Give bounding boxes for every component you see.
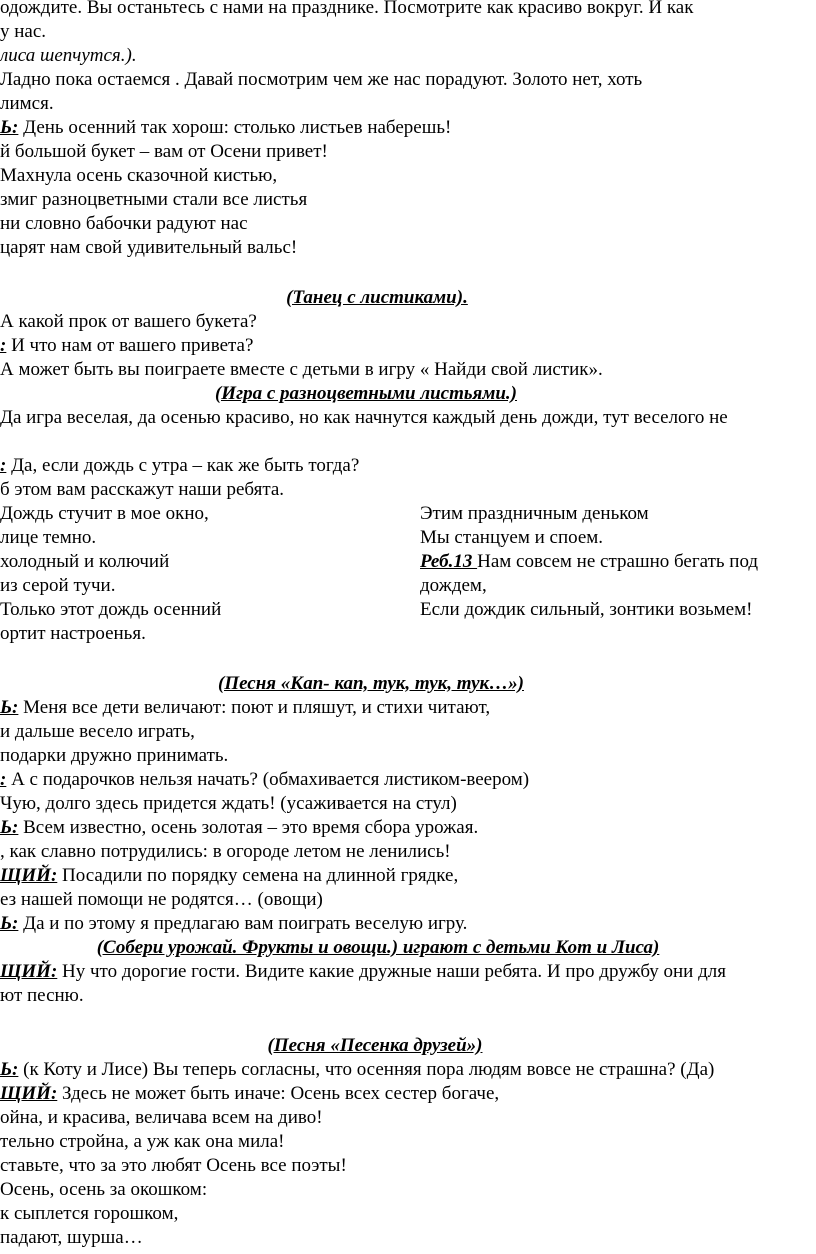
text-line: падают, шурша… xyxy=(0,1227,143,1248)
text-line: у нас. xyxy=(0,21,47,42)
text-line: лимся. xyxy=(0,93,54,114)
text-line: подарки дружно принимать. xyxy=(0,745,229,766)
text-line: ЩИЙ: Ну что дорогие гости. Видите какие дружные наши ребята. И про дружбу они для xyxy=(0,961,726,982)
poem-line: Мы станцуем и споем. xyxy=(420,527,604,548)
stage-direction: лиса шепчутся.). xyxy=(0,45,137,66)
text-line: ни словно бабочки радуют нас xyxy=(0,213,248,234)
speaker-label: : xyxy=(0,455,7,476)
text-line: Чую, долго здесь придется ждать! (усаживается на стул) xyxy=(0,793,457,814)
section-heading: (Песня «Песенка друзей») xyxy=(267,1035,483,1056)
poem-line: ортит настроенья. xyxy=(0,623,146,644)
poem-line: дождем, xyxy=(420,575,487,596)
speaker-label: Ь: xyxy=(0,913,19,934)
text-line: : А с подарочков нельзя начать? (обмахивается листиком-веером) xyxy=(0,769,530,790)
text-line: ЩИЙ: Здесь не может быть иначе: Осень всех сестер богаче, xyxy=(0,1083,500,1104)
text-line: царят нам свой удивительный вальс! xyxy=(0,237,298,258)
text-line: к сыплется горошком, xyxy=(0,1203,179,1224)
text-line: ют песню. xyxy=(0,985,84,1006)
text-line: , как славно потрудились: в огороде летом не ленились! xyxy=(0,841,451,862)
text-line: б этом вам расскажут наши ребята. xyxy=(0,479,285,500)
speaker-label: Реб.13 xyxy=(420,551,478,572)
speaker-label: : xyxy=(0,335,7,356)
section-heading: (Собери урожай. Фрукты и овощи.) играют с детьми Кот и Лиса) xyxy=(96,937,660,958)
speaker-label: Ь: xyxy=(0,1059,19,1080)
text-line: Да игра веселая, да осенью красиво, но как начнутся каждый день дожди, тут веселого не xyxy=(0,407,728,428)
text-line: Ь: (к Коту и Лисе) Вы теперь согласны, что осенняя пора людям вовсе не страшна? (Да) xyxy=(0,1059,715,1080)
text-line: А может быть вы поиграете вместе с детьми в игру « Найди свой листик». xyxy=(0,359,603,380)
speaker-label: ЩИЙ: xyxy=(0,865,58,886)
text-line: Ь: День осенний так хорош: столько листьев наберешь! xyxy=(0,117,452,138)
speaker-label: Ь: xyxy=(0,117,19,138)
text-line: Ь: Всем известно, осень золотая – это время сбора урожая. xyxy=(0,817,479,838)
section-heading: (Танец с листиками). xyxy=(286,287,468,308)
speaker-label: : xyxy=(0,769,7,790)
poem-line: из серой тучи. xyxy=(0,575,116,596)
poem-line: холодный и колючий xyxy=(0,551,170,572)
poem-line: Если дождик сильный, зонтики возьмем! xyxy=(420,599,753,620)
text-line: А какой прок от вашего букета? xyxy=(0,311,257,332)
speaker-label: ЩИЙ: xyxy=(0,1083,58,1104)
speaker-label: ЩИЙ: xyxy=(0,961,58,982)
text-line: Осень, осень за окошком: xyxy=(0,1179,208,1200)
text-line: Ь: Меня все дети величают: поют и пляшут, и стихи читают, xyxy=(0,697,491,718)
poem-line: Этим праздничным деньком xyxy=(420,503,649,524)
text-line: Ладно пока остаемся . Давай посмотрим чем же нас порадуют. Золото нет, хоть xyxy=(0,69,643,90)
text-line: : И что нам от вашего привета? xyxy=(0,335,254,356)
text-line: : Да, если дождь с утра – как же быть тогда? xyxy=(0,455,360,476)
poem-line: Реб.13 Нам совсем не страшно бегать под xyxy=(420,551,759,572)
poem-line: Только этот дождь осенний xyxy=(0,599,222,620)
text-line: й большой букет – вам от Осени привет! xyxy=(0,141,328,162)
text-line: Ь: Да и по этому я предлагаю вам поиграть веселую игру. xyxy=(0,913,468,934)
text-line: Махнула осень сказочной кистью, xyxy=(0,165,278,186)
text-line: ставьте, что за это любят Осень все поэты! xyxy=(0,1155,347,1176)
text-line: змиг разноцветными стали все листья xyxy=(0,189,308,210)
poem-line: Дождь стучит в мое окно, xyxy=(0,503,209,524)
section-heading: (Песня «Кап- кап, тук, тук, тук…») xyxy=(218,673,524,694)
poem-line: лице темно. xyxy=(0,527,97,548)
text-line: ЩИЙ: Посадили по порядку семена на длинной грядке, xyxy=(0,865,459,886)
speaker-label: Ь: xyxy=(0,697,19,718)
text-line: одождите. Вы останьтесь с нами на празднике. Посмотрите как красиво вокруг. И как xyxy=(0,0,694,18)
section-heading: (Игра с разноцветными листьями.) xyxy=(214,383,518,404)
text-line: тельно стройна, а уж как она мила! xyxy=(0,1131,285,1152)
text-line: ойна, и красива, величава всем на диво! xyxy=(0,1107,323,1128)
text-line: ез нашей помощи не родятся… (овощи) xyxy=(0,889,323,910)
text-line: и дальше весело играть, xyxy=(0,721,195,742)
speaker-label: Ь: xyxy=(0,817,19,838)
